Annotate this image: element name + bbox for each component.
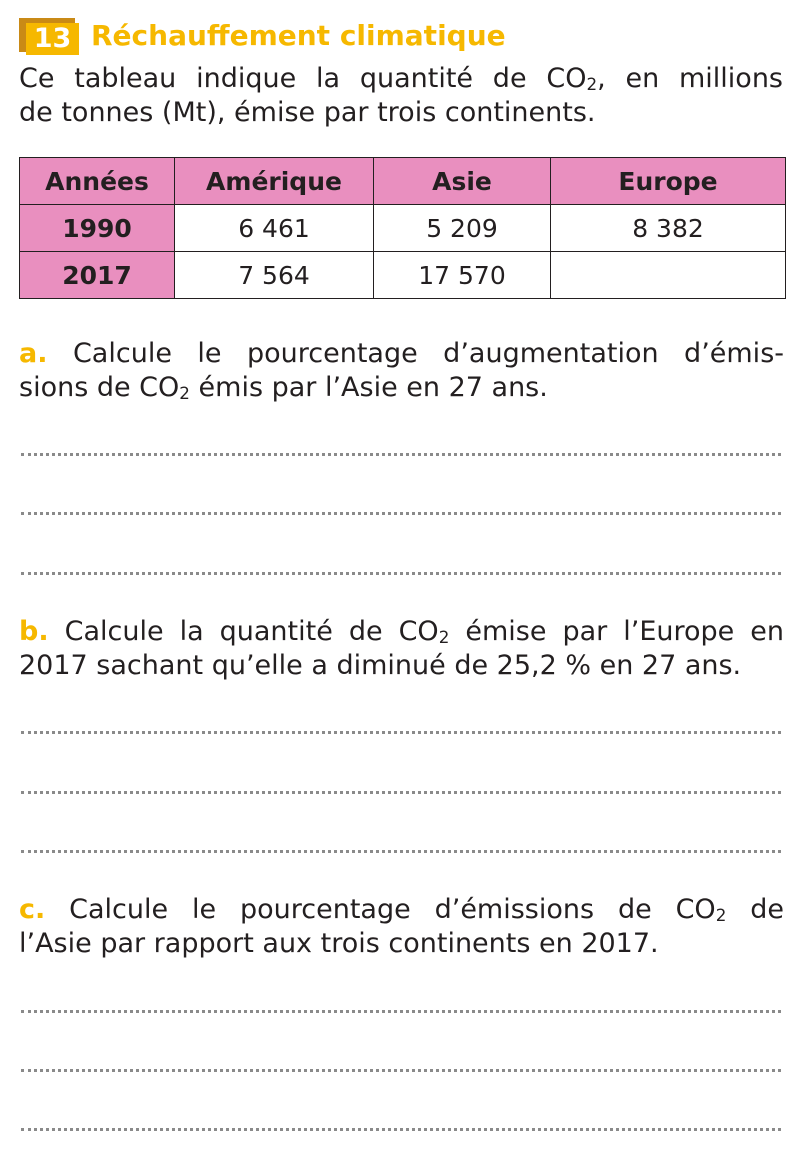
question-letter: c. [19, 894, 46, 925]
value-cell: 5 209 [374, 205, 551, 252]
value-cell: 7 564 [175, 252, 374, 299]
answer-line[interactable] [21, 731, 781, 734]
co2-emissions-table [19, 157, 786, 299]
question-text: de [726, 894, 784, 925]
table-row [20, 252, 786, 299]
question-line: l’Asie par rapport aux trois continents en 2017. [19, 928, 659, 959]
value-cell: 17 570 [374, 252, 551, 299]
subscript: 2 [179, 383, 190, 403]
question-c [19, 893, 784, 961]
exercise-header [19, 12, 506, 58]
intro-line-1 [19, 62, 783, 96]
answer-line[interactable] [21, 512, 781, 515]
value-cell-empty[interactable] [551, 252, 786, 299]
answer-line[interactable] [21, 453, 781, 456]
intro-text [19, 62, 783, 130]
header-cell-asia: Asie [374, 158, 551, 205]
table-header-row [20, 158, 786, 205]
question-line [19, 615, 784, 649]
answer-line[interactable] [21, 1069, 781, 1072]
question-a [19, 337, 784, 405]
value-cell: 8 382 [551, 205, 786, 252]
question-line: 2017 sachant qu’elle a diminué de 25,2 % en 27 ans. [19, 650, 742, 681]
question-text: sions de CO [19, 372, 180, 403]
question-text: Calcule le pourcentage d’augmentation d’émis- [47, 338, 784, 369]
intro-text-part: Ce tableau indique la quantité de CO [19, 63, 587, 94]
question-text: Calcule la quantité de CO [48, 616, 439, 647]
subscript: 2 [438, 627, 450, 647]
table-row [20, 205, 786, 252]
subscript: 2 [715, 905, 727, 925]
intro-line-2: de tonnes (Mt), émise par trois continents. [19, 97, 596, 128]
question-text: émise par l’Europe en [449, 616, 784, 647]
question-letter: b. [19, 616, 49, 647]
question-letter: a. [19, 338, 48, 369]
value-cell: 6 461 [175, 205, 374, 252]
question-text: émis par l’Asie en 27 ans. [189, 372, 548, 403]
intro-text-part: , en millions [597, 63, 783, 94]
subscript: 2 [586, 74, 598, 94]
year-cell: 1990 [20, 205, 175, 252]
answer-line[interactable] [21, 1128, 781, 1131]
question-line [19, 337, 784, 371]
header-cell-europe: Europe [551, 158, 786, 205]
answer-line[interactable] [21, 572, 781, 575]
exercise-number-badge [19, 14, 79, 56]
answer-line[interactable] [21, 850, 781, 853]
question-text: Calcule le pourcentage d’émissions de CO [45, 894, 716, 925]
answer-line[interactable] [21, 791, 781, 794]
question-b [19, 615, 784, 683]
header-cell-years: Années [20, 158, 175, 205]
exercise-number: 13 [26, 23, 79, 55]
question-line [19, 371, 784, 405]
question-line [19, 893, 784, 927]
year-cell: 2017 [20, 252, 175, 299]
header-cell-america: Amérique [175, 158, 374, 205]
answer-line[interactable] [21, 1010, 781, 1013]
exercise-title: Réchauffement climatique [91, 18, 506, 52]
